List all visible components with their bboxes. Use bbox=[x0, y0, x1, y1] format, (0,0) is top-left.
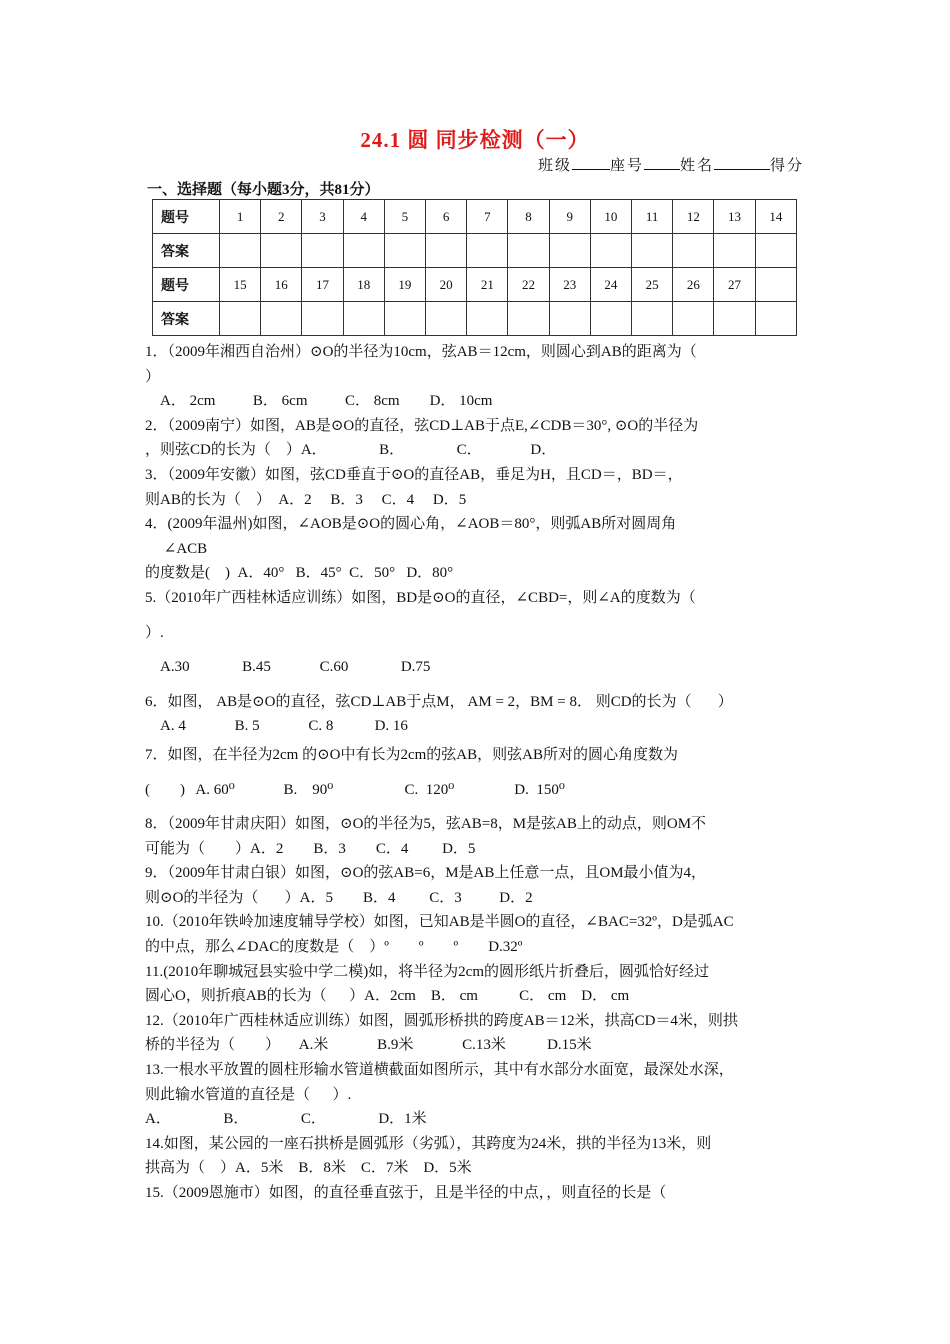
answer-cell[interactable] bbox=[467, 302, 508, 336]
answer-cell[interactable] bbox=[220, 302, 261, 336]
question-line: A． 2cm B． 6cm C． 8cm D． 10cm bbox=[145, 393, 493, 410]
question-line: 拱高为（ ）A．5米 B．8米 C．7米 D．5米 bbox=[145, 1160, 472, 1177]
answer-cell[interactable] bbox=[426, 302, 467, 336]
question-number bbox=[755, 268, 796, 302]
answer-label: 答案 bbox=[153, 302, 220, 336]
question-number: 3 bbox=[302, 200, 343, 234]
question-line: ） bbox=[145, 368, 161, 385]
question-number: 7 bbox=[467, 200, 508, 234]
answer-label: 答案 bbox=[153, 234, 220, 268]
question-line: 桥的半径为（ ） A.米 B.9米 C.13米 D.15米 bbox=[145, 1037, 592, 1054]
section-title: 一、选择题（每小题3分，共81分） bbox=[147, 182, 380, 198]
page-title: 24.1 圆 同步检测（一） bbox=[360, 128, 590, 152]
class-label: 班级 bbox=[537, 158, 572, 174]
question-number: 5 bbox=[384, 200, 425, 234]
question-number: 17 bbox=[302, 268, 343, 302]
class-blank[interactable] bbox=[572, 155, 610, 170]
score-label: 得分 bbox=[769, 158, 804, 174]
question-line: A.30 B.45 C.60 D.75 bbox=[145, 659, 431, 676]
answer-cell[interactable] bbox=[384, 234, 425, 268]
question-number: 6 bbox=[426, 200, 467, 234]
answer-cell[interactable] bbox=[343, 234, 384, 268]
question-line: 则⊙O的半径为（ ）A．5 B．4 C．3 D．2 bbox=[145, 889, 533, 906]
question-line: 圆心O，则折痕AB的长为（ ）A．2cm B． cm C． cm D． cm bbox=[145, 988, 630, 1005]
number-row-2 bbox=[153, 268, 797, 302]
answer-cell[interactable] bbox=[302, 302, 343, 336]
question-line: 11.(2010年聊城冠县实验中学二模)如，将半径为2cm的圆形纸片折叠后，圆弧恰好经过 bbox=[145, 963, 710, 980]
answer-cell[interactable] bbox=[714, 234, 755, 268]
question-line: 14.如图，某公园的一座石拱桥是圆弧形（劣弧），其跨度为24米，拱的半径为13米，则 bbox=[145, 1135, 712, 1152]
answer-row-2 bbox=[153, 302, 797, 336]
answer-cell[interactable] bbox=[384, 302, 425, 336]
student-info bbox=[538, 154, 804, 175]
question-line: 8．（2009年甘肃庆阳）如图，⊙O的半径为5，弦AB=8，M是弦AB上的动点，则OM不 bbox=[145, 816, 707, 833]
question-line: 13.一根水平放置的圆柱形输水管道横截面如图所示，其中有水部分水面宽，最深处水深， bbox=[145, 1062, 734, 1079]
question-number: 19 bbox=[384, 268, 425, 302]
number-label: 题号 bbox=[153, 268, 220, 302]
question-line: 的中点，那么∠DAC的度数是（ ）º º º D.32º bbox=[145, 939, 523, 956]
question-number: 25 bbox=[632, 268, 673, 302]
question-number: 9 bbox=[549, 200, 590, 234]
answer-cell[interactable] bbox=[549, 302, 590, 336]
answer-cell[interactable] bbox=[755, 234, 796, 268]
question-number: 21 bbox=[467, 268, 508, 302]
answer-cell[interactable] bbox=[508, 302, 549, 336]
answer-cell[interactable] bbox=[632, 234, 673, 268]
question-line: 则此输水管道的直径是（ ）. bbox=[145, 1086, 352, 1103]
question-line: 6．如图， AB是⊙O的直径，弦CD⊥AB于点M， AM = 2，BM = 8． 则CD的长为（ ） bbox=[145, 693, 733, 710]
question-list bbox=[145, 340, 807, 1206]
answer-cell[interactable] bbox=[261, 302, 302, 336]
answer-cell[interactable] bbox=[673, 302, 714, 336]
question-number: 12 bbox=[673, 200, 714, 234]
question-number: 16 bbox=[261, 268, 302, 302]
question-line: A. 4 B. 5 C. 8 D. 16 bbox=[145, 718, 408, 735]
question-number: 23 bbox=[549, 268, 590, 302]
question-number: 20 bbox=[426, 268, 467, 302]
name-blank[interactable] bbox=[714, 155, 770, 170]
question-number: 1 bbox=[220, 200, 261, 234]
seat-label: 座号 bbox=[609, 158, 644, 174]
number-row-1 bbox=[153, 200, 797, 234]
question-number: 4 bbox=[343, 200, 384, 234]
answer-cell[interactable] bbox=[467, 234, 508, 268]
answer-cell[interactable] bbox=[755, 302, 796, 336]
answer-cell[interactable] bbox=[549, 234, 590, 268]
question-line: 10.（2010年铁岭加速度辅导学校）如图，已知AB是半圆O的直径，∠BAC=32º，D是弧AC bbox=[145, 914, 734, 931]
question-number: 10 bbox=[590, 200, 631, 234]
answer-cell[interactable] bbox=[673, 234, 714, 268]
answer-cell[interactable] bbox=[590, 234, 631, 268]
question-line: 则AB的长为（ ） A．2 B．3 C．4 D．5 bbox=[145, 491, 467, 508]
question-number: 24 bbox=[590, 268, 631, 302]
question-number: 22 bbox=[508, 268, 549, 302]
question-line: ( ) A. 60⁰ B. 90⁰ C. 120⁰ D. 150⁰ bbox=[145, 781, 565, 798]
answer-cell[interactable] bbox=[302, 234, 343, 268]
number-label: 题号 bbox=[153, 200, 220, 234]
question-line: ，则弦CD的长为（ ）A． B． C． D． bbox=[145, 442, 557, 459]
answer-cell[interactable] bbox=[343, 302, 384, 336]
seat-blank[interactable] bbox=[644, 155, 680, 170]
question-number: 11 bbox=[632, 200, 673, 234]
question-line: 可能为（ ）A．2 B．3 C．4 D．5 bbox=[145, 840, 476, 857]
question-line: 7．如图，在半径为2cm 的⊙O中有长为2cm的弦AB，则弦AB所对的圆心角度数为 bbox=[145, 746, 678, 763]
question-line: ∠ACB bbox=[145, 540, 208, 557]
question-line: 15.（2009恩施市）如图，的直径垂直弦于，且是半径的中点，，则直径的长是（ bbox=[145, 1185, 667, 1201]
question-line: A． B． C． D．1米 bbox=[145, 1111, 427, 1128]
question-number: 18 bbox=[343, 268, 384, 302]
answer-cell[interactable] bbox=[261, 234, 302, 268]
question-line: 1．（2009年湘西自治州）⊙O的半径为10cm，弦AB＝12cm，则圆心到AB的距离为（ bbox=[145, 344, 697, 360]
question-number: 26 bbox=[673, 268, 714, 302]
question-line: 4．(2009年温州)如图，∠AOB是⊙O的圆心角，∠AOB＝80°，则弧AB所对圆周角 bbox=[145, 516, 677, 533]
answer-cell[interactable] bbox=[508, 234, 549, 268]
question-number: 8 bbox=[508, 200, 549, 234]
question-number: 27 bbox=[714, 268, 755, 302]
question-number: 15 bbox=[220, 268, 261, 302]
question-line: 9．（2009年甘肃白银）如图，⊙O的弦AB=6，M是AB上任意一点，且OM最小值为4， bbox=[145, 865, 707, 882]
name-label: 姓名 bbox=[679, 158, 714, 174]
answer-cell[interactable] bbox=[590, 302, 631, 336]
question-number: 14 bbox=[755, 200, 796, 234]
answer-row-1 bbox=[153, 234, 797, 268]
answer-cell[interactable] bbox=[426, 234, 467, 268]
question-line: ）. bbox=[145, 624, 164, 641]
answer-cell[interactable] bbox=[220, 234, 261, 268]
answer-table bbox=[152, 199, 797, 336]
answer-cell[interactable] bbox=[632, 302, 673, 336]
question-line: 3．（2009年安徽）如图，弦CD垂直于⊙O的直径AB，垂足为H，且CD＝，BD＝， bbox=[145, 466, 683, 483]
answer-cell[interactable] bbox=[714, 302, 755, 336]
question-line: 12.（2010年广西桂林适应训练）如图，圆弧形桥拱的跨度AB＝12米，拱高CD＝4米，则拱 bbox=[145, 1012, 738, 1029]
question-number: 13 bbox=[714, 200, 755, 234]
question-number: 2 bbox=[261, 200, 302, 234]
question-line: 的度数是( ) A．40° B．45° C．50° D．80° bbox=[145, 565, 454, 582]
question-line: 2．（2009南宁）如图，AB是⊙O的直径，弦CD⊥AB于点E,∠CDB＝30°, ⊙O的半径为 bbox=[145, 417, 699, 434]
question-line: 5.（2010年广西桂林适应训练）如图，BD是⊙O的直径，∠CBD=，则∠A的度数为（ bbox=[145, 589, 696, 606]
